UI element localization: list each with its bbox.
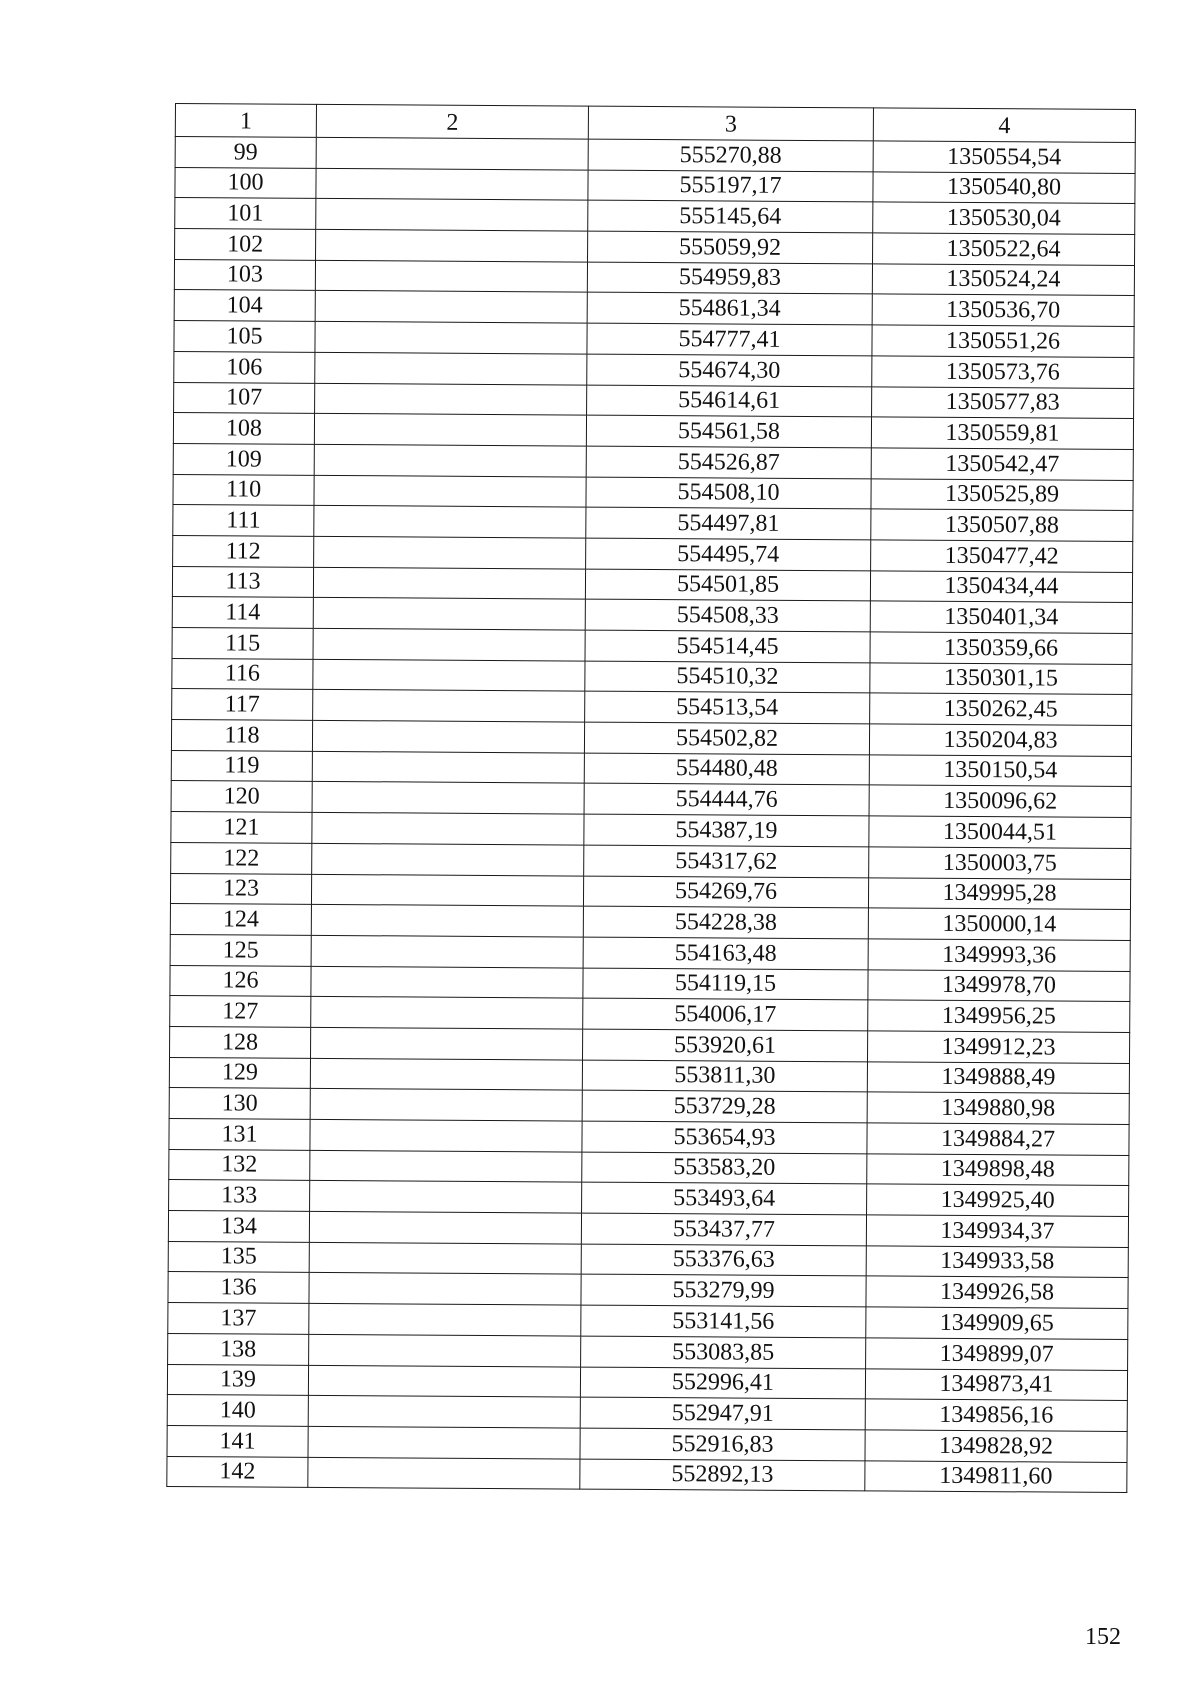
- x-coordinate-cell: 552996,41: [580, 1367, 865, 1399]
- x-coordinate-cell: 553083,85: [581, 1336, 866, 1368]
- x-coordinate-cell: 554614,61: [587, 385, 872, 417]
- y-coordinate-cell: 1350434,44: [870, 571, 1132, 603]
- name-cell: [311, 874, 583, 906]
- name-cell: [314, 506, 586, 538]
- y-coordinate-cell: 1350204,83: [869, 724, 1131, 756]
- y-coordinate-cell: 1350003,75: [869, 847, 1131, 879]
- y-coordinate-cell: 1349956,25: [868, 1000, 1130, 1032]
- name-cell: [312, 720, 584, 752]
- y-coordinate-cell: 1349873,41: [865, 1368, 1127, 1400]
- point-number-cell: 109: [173, 443, 314, 475]
- x-coordinate-cell: 553583,20: [582, 1152, 867, 1184]
- y-coordinate-cell: 1349993,36: [868, 939, 1130, 971]
- name-cell: [308, 1457, 580, 1489]
- name-cell: [313, 628, 585, 660]
- table-body: [167, 104, 1136, 1493]
- point-number-cell: 114: [172, 597, 313, 629]
- y-coordinate-cell: 1349880,98: [867, 1092, 1129, 1124]
- point-number-cell: 116: [172, 658, 313, 690]
- y-coordinate-cell: 1349926,58: [866, 1276, 1128, 1308]
- x-coordinate-cell: 554526,87: [586, 446, 871, 478]
- point-number-cell: 104: [174, 290, 315, 322]
- point-number-cell: 130: [169, 1088, 310, 1120]
- x-coordinate-cell: 554501,85: [585, 569, 870, 601]
- x-coordinate-cell: 555270,88: [588, 139, 873, 171]
- name-cell: [312, 782, 584, 814]
- point-number-cell: 132: [169, 1149, 310, 1181]
- x-coordinate-cell: 554228,38: [583, 906, 868, 938]
- x-coordinate-cell: 553279,99: [581, 1275, 866, 1307]
- name-cell: [312, 751, 584, 783]
- point-number-cell: 129: [169, 1057, 310, 1089]
- point-number-cell: 138: [168, 1333, 309, 1365]
- point-number-cell: 115: [172, 627, 313, 659]
- x-coordinate-cell: 553811,30: [582, 1060, 867, 1092]
- y-coordinate-cell: 1350000,14: [868, 908, 1130, 940]
- y-coordinate-cell: 1349898,48: [867, 1154, 1129, 1186]
- name-cell: [311, 935, 583, 967]
- point-number-cell: 112: [173, 535, 314, 567]
- x-coordinate-cell: 554006,17: [583, 998, 868, 1030]
- x-coordinate-cell: 554508,10: [586, 477, 871, 509]
- y-coordinate-cell: 1350577,83: [872, 386, 1134, 418]
- name-cell: [313, 690, 585, 722]
- y-coordinate-cell: 1350525,89: [871, 478, 1133, 510]
- name-cell: [309, 1334, 581, 1366]
- y-coordinate-cell: 1350262,45: [870, 693, 1132, 725]
- y-coordinate-cell: 1350150,54: [869, 755, 1131, 787]
- x-coordinate-cell: 554513,54: [585, 691, 870, 723]
- name-cell: [313, 659, 585, 691]
- y-coordinate-cell: 1350559,81: [871, 417, 1133, 449]
- name-cell: [309, 1303, 581, 1335]
- name-cell: [314, 414, 586, 446]
- name-cell: [309, 1273, 581, 1305]
- x-coordinate-cell: 554514,45: [585, 630, 870, 662]
- y-coordinate-cell: 1350554,54: [873, 141, 1135, 173]
- y-coordinate-cell: 1349811,60: [865, 1460, 1127, 1492]
- point-number-cell: 100: [175, 167, 316, 199]
- name-cell: [312, 813, 584, 845]
- point-number-cell: 106: [174, 351, 315, 383]
- name-cell: [310, 1150, 582, 1182]
- point-number-cell: 113: [172, 566, 313, 598]
- point-number-cell: 122: [171, 842, 312, 874]
- name-cell: [315, 260, 587, 292]
- x-coordinate-cell: 554444,76: [584, 784, 869, 816]
- point-number-cell: 101: [175, 198, 316, 230]
- table-row: [167, 1456, 1127, 1493]
- x-coordinate-cell: 554317,62: [584, 845, 869, 877]
- x-coordinate-cell: 554674,30: [587, 354, 872, 386]
- name-cell: [308, 1396, 580, 1428]
- name-cell: [312, 843, 584, 875]
- point-number-cell: 120: [171, 781, 312, 813]
- point-number-cell: 108: [173, 413, 314, 445]
- point-number-cell: 111: [173, 505, 314, 537]
- name-cell: [314, 475, 586, 507]
- coordinates-table: [166, 103, 1136, 1493]
- x-coordinate-cell: 554561,58: [586, 415, 871, 447]
- point-number-cell: 139: [167, 1364, 308, 1396]
- x-coordinate-cell: 553376,63: [581, 1244, 866, 1276]
- name-cell: [315, 383, 587, 415]
- x-coordinate-cell: 554502,82: [584, 722, 869, 754]
- point-number-cell: 124: [170, 904, 311, 936]
- name-cell: [311, 966, 583, 998]
- point-number-cell: 117: [172, 689, 313, 721]
- name-cell: [315, 352, 587, 384]
- y-coordinate-cell: 1349933,58: [866, 1246, 1128, 1278]
- y-coordinate-cell: 1350359,66: [870, 632, 1132, 664]
- point-number-cell: 107: [174, 382, 315, 414]
- header-cell-3: 3: [588, 106, 873, 141]
- x-coordinate-cell: 553729,28: [582, 1090, 867, 1122]
- x-coordinate-cell: 554777,41: [587, 323, 872, 355]
- point-number-cell: 128: [170, 1026, 311, 1058]
- x-coordinate-cell: 553141,56: [581, 1305, 866, 1337]
- x-coordinate-cell: 554959,83: [587, 262, 872, 294]
- name-cell: [313, 567, 585, 599]
- point-number-cell: 118: [171, 720, 312, 752]
- y-coordinate-cell: 1350551,26: [872, 325, 1134, 357]
- x-coordinate-cell: 554480,48: [584, 753, 869, 785]
- name-cell: [308, 1365, 580, 1397]
- page-number: 152: [1085, 1624, 1121, 1650]
- name-cell: [311, 905, 583, 937]
- y-coordinate-cell: 1349888,49: [867, 1061, 1129, 1093]
- y-coordinate-cell: 1349925,40: [867, 1184, 1129, 1216]
- point-number-cell: 127: [170, 996, 311, 1028]
- point-number-cell: 110: [173, 474, 314, 506]
- point-number-cell: 133: [169, 1180, 310, 1212]
- name-cell: [308, 1426, 580, 1458]
- point-number-cell: 102: [175, 229, 316, 261]
- name-cell: [311, 1027, 583, 1059]
- y-coordinate-cell: 1350573,76: [872, 356, 1134, 388]
- y-coordinate-cell: 1350044,51: [869, 816, 1131, 848]
- point-number-cell: 103: [174, 259, 315, 291]
- y-coordinate-cell: 1350096,62: [869, 785, 1131, 817]
- name-cell: [316, 199, 588, 231]
- point-number-cell: 142: [167, 1456, 308, 1488]
- header-cell-1: 1: [175, 104, 316, 138]
- name-cell: [315, 291, 587, 323]
- x-coordinate-cell: 555197,17: [588, 170, 873, 202]
- name-cell: [313, 598, 585, 630]
- x-coordinate-cell: 554497,81: [586, 507, 871, 539]
- point-number-cell: 137: [168, 1303, 309, 1335]
- point-number-cell: 140: [167, 1395, 308, 1427]
- y-coordinate-cell: 1350477,42: [871, 540, 1133, 572]
- point-number-cell: 141: [167, 1425, 308, 1457]
- name-cell: [316, 229, 588, 261]
- name-cell: [310, 1181, 582, 1213]
- x-coordinate-cell: 552947,91: [580, 1397, 865, 1429]
- x-coordinate-cell: 555059,92: [588, 231, 873, 263]
- point-number-cell: 136: [168, 1272, 309, 1304]
- point-number-cell: 131: [169, 1118, 310, 1150]
- name-cell: [316, 168, 588, 200]
- y-coordinate-cell: 1350401,34: [870, 601, 1132, 633]
- point-number-cell: 135: [168, 1241, 309, 1273]
- x-coordinate-cell: 555145,64: [588, 200, 873, 232]
- y-coordinate-cell: 1350536,70: [872, 294, 1134, 326]
- x-coordinate-cell: 553493,64: [582, 1182, 867, 1214]
- name-cell: [316, 137, 588, 169]
- point-number-cell: 126: [170, 965, 311, 997]
- x-coordinate-cell: 553437,77: [581, 1213, 866, 1245]
- name-cell: [315, 322, 587, 354]
- point-number-cell: 99: [175, 137, 316, 169]
- y-coordinate-cell: 1350524,24: [872, 264, 1134, 296]
- point-number-cell: 119: [171, 750, 312, 782]
- name-cell: [311, 997, 583, 1029]
- x-coordinate-cell: 553920,61: [582, 1029, 867, 1061]
- x-coordinate-cell: 552916,83: [580, 1428, 865, 1460]
- name-cell: [310, 1058, 582, 1090]
- point-number-cell: 105: [174, 321, 315, 353]
- x-coordinate-cell: 552892,13: [580, 1459, 865, 1491]
- x-coordinate-cell: 553654,93: [582, 1121, 867, 1153]
- name-cell: [314, 536, 586, 568]
- x-coordinate-cell: 554269,76: [583, 876, 868, 908]
- name-cell: [309, 1242, 581, 1274]
- y-coordinate-cell: 1350507,88: [871, 509, 1133, 541]
- y-coordinate-cell: 1350522,64: [873, 233, 1135, 265]
- x-coordinate-cell: 554495,74: [586, 538, 871, 570]
- y-coordinate-cell: 1349995,28: [868, 877, 1130, 909]
- x-coordinate-cell: 554163,48: [583, 937, 868, 969]
- x-coordinate-cell: 554861,34: [587, 293, 872, 325]
- header-cell-4: 4: [873, 108, 1135, 143]
- point-number-cell: 134: [168, 1211, 309, 1243]
- y-coordinate-cell: 1350540,80: [873, 172, 1135, 204]
- x-coordinate-cell: 554510,32: [585, 661, 870, 693]
- x-coordinate-cell: 554119,15: [583, 968, 868, 1000]
- name-cell: [310, 1119, 582, 1151]
- y-coordinate-cell: 1349912,23: [867, 1031, 1129, 1063]
- y-coordinate-cell: 1349978,70: [868, 969, 1130, 1001]
- y-coordinate-cell: 1350542,47: [871, 448, 1133, 480]
- y-coordinate-cell: 1349909,65: [866, 1307, 1128, 1339]
- y-coordinate-cell: 1349899,07: [866, 1338, 1128, 1370]
- name-cell: [314, 444, 586, 476]
- name-cell: [309, 1211, 581, 1243]
- y-coordinate-cell: 1350301,15: [870, 663, 1132, 695]
- y-coordinate-cell: 1350530,04: [873, 202, 1135, 234]
- x-coordinate-cell: 554387,19: [584, 814, 869, 846]
- y-coordinate-cell: 1349934,37: [866, 1215, 1128, 1247]
- y-coordinate-cell: 1349856,16: [865, 1399, 1127, 1431]
- y-coordinate-cell: 1349828,92: [865, 1430, 1127, 1462]
- x-coordinate-cell: 554508,33: [585, 599, 870, 631]
- point-number-cell: 121: [171, 812, 312, 844]
- point-number-cell: 123: [170, 873, 311, 905]
- header-cell-2: 2: [316, 104, 588, 139]
- y-coordinate-cell: 1349884,27: [867, 1123, 1129, 1155]
- name-cell: [310, 1089, 582, 1121]
- point-number-cell: 125: [170, 934, 311, 966]
